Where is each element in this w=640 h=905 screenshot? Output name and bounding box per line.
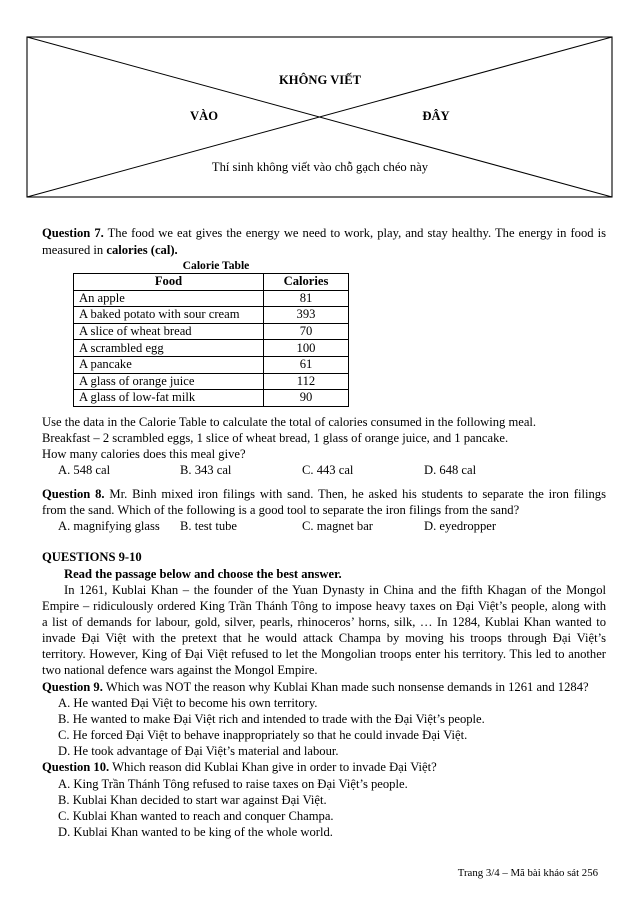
calories-cell: 61 [264, 356, 349, 373]
q8-label: Question 8. [42, 487, 105, 501]
q7-option-a: A. 548 cal [58, 463, 111, 477]
food-cell: A slice of wheat bread [74, 323, 264, 340]
header-calories: Calories [264, 274, 349, 291]
q8-stem-line-2: from the sand. Which of the following is a good tool to separate the iron filings from the sand? [42, 503, 520, 517]
no-write-title: KHÔNG VIẾT [279, 73, 361, 87]
passage-line: two national defence wars against the Mongol Empire. [42, 663, 318, 677]
q7-stem-text-1: The food we eat gives the energy we need to work, play, and stay healthy. The energy in food is [107, 226, 607, 240]
food-cell: A pancake [74, 356, 264, 373]
table-row [74, 290, 349, 307]
calorie-table-caption: Calorie Table [182, 259, 250, 272]
calories-cell: 70 [264, 323, 349, 340]
q7-stem-line-2 [42, 242, 606, 258]
calories-cell: 90 [264, 390, 349, 407]
q9-option-a: A. He wanted Đại Việt to become his own territory. [58, 696, 318, 710]
q8-options [58, 518, 606, 534]
page-footer: Trang 3/4 – Mã bài khảo sát 256 [457, 867, 598, 879]
q9-option-d: D. He took advantage of Đại Việt’s material and labour. [58, 744, 339, 758]
q9-stem [42, 679, 606, 695]
calories-cell: 393 [264, 307, 349, 324]
q8-stem-line-1 [42, 486, 606, 502]
table-row [74, 323, 349, 340]
q10-stem-text: Which reason did Kublai Khan give in order to invade Đại Việt? [112, 760, 437, 774]
q10-option-c: C. Kublai Khan wanted to reach and conquer Champa. [58, 809, 334, 823]
q9-option-c: C. He forced Đại Việt to behave inappropriately so that he could invade Đại Việt. [58, 728, 468, 742]
table-row [74, 340, 349, 357]
q7-stem-text-2: measured in [42, 243, 104, 257]
food-cell: A scrambled egg [74, 340, 264, 357]
q7-meal: Breakfast – 2 scrambled eggs, 1 slice of wheat bread, 1 glass of orange juice, and 1 pancake. [42, 431, 509, 445]
q8-option-b: B. test tube [180, 519, 238, 533]
food-cell: An apple [74, 290, 264, 307]
q10-option-d: D. Kublai Khan wanted to be king of the whole world. [58, 825, 333, 839]
passage-line: In 1261, Kublai Khan – the founder of the Yuan Dynasty in China and the fifth Khagan of the Mongol [64, 583, 606, 597]
q9-label: Question 9. [42, 680, 103, 694]
q9-option-b: B. He wanted to make Đại Việt rich and intended to trade with the Đại Việt’s people. [58, 712, 485, 726]
q8-stem-text-1: Mr. Binh mixed iron filings with sand. Then, he asked his students to separate the iron filings [109, 487, 606, 501]
q10-label: Question 10. [42, 760, 110, 774]
calorie-table-header [74, 274, 349, 291]
calories-cell: 112 [264, 373, 349, 390]
q7-stem-line-1 [42, 225, 606, 241]
passage-line: a list of demands for labour, gold, silver, pearls, rhinoceros’ horns, silk, … In 1284, Kublai Khan wanted to [42, 615, 606, 629]
table-row [74, 390, 349, 407]
questions-9-10-instruction: Read the passage below and choose the best answer. [64, 567, 342, 581]
q7-label: Question 7. [42, 226, 104, 240]
questions-9-10-heading: QUESTIONS 9-10 [42, 550, 142, 564]
q7-option-c: C. 443 cal [302, 463, 354, 477]
food-cell: A baked potato with sour cream [74, 307, 264, 324]
calorie-table [73, 273, 349, 407]
table-row [74, 307, 349, 324]
q7-option-b: B. 343 cal [180, 463, 232, 477]
food-cell: A glass of orange juice [74, 373, 264, 390]
table-row [74, 356, 349, 373]
q7-instruction: Use the data in the Calorie Table to calculate the total of calories consumed in the following meal. [42, 415, 537, 429]
calories-cell: 81 [264, 290, 349, 307]
no-write-right-word: ĐÂY [422, 109, 450, 123]
q7-stem-term: calories (cal). [106, 243, 178, 257]
q10-option-a: A. King Trần Thánh Tông refused to raise taxes on Đại Việt’s people. [58, 777, 408, 791]
q10-option-b: B. Kublai Khan decided to start war against Đại Việt. [58, 793, 327, 807]
table-row [74, 373, 349, 390]
passage-line: territory. However, King of Đại Việt refused to let the Mongolian troops enter his territory. This led to another [42, 647, 606, 661]
q8-option-d: D. eyedropper [424, 519, 497, 533]
q9-stem-text: Which was NOT the reason why Kublai Khan made such nonsense demands in 1261 and 1284? [105, 680, 589, 694]
q8-option-c: C. magnet bar [302, 519, 373, 533]
food-cell: A glass of low-fat milk [74, 390, 264, 407]
q7-question: How many calories does this meal give? [42, 447, 246, 461]
passage-line: invade Đại Việt with the pretext that he would attack Champa by moving his troops through Đại Việt’s [42, 631, 606, 645]
q7-options [58, 462, 606, 478]
q8-option-a: A. magnifying glass [58, 519, 160, 533]
header-food: Food [74, 274, 264, 291]
calories-cell: 100 [264, 340, 349, 357]
q7-option-d: D. 648 cal [424, 463, 477, 477]
q10-stem [42, 759, 606, 775]
no-write-left-word: VÀO [190, 109, 218, 123]
no-write-note: Thí sinh không viết vào chỗ gạch chéo này [211, 160, 429, 174]
passage-line: Empire – ridiculously ordered King Trần Thánh Tông to impose heavy taxes on Đại Việt’s people, along with [42, 599, 606, 613]
